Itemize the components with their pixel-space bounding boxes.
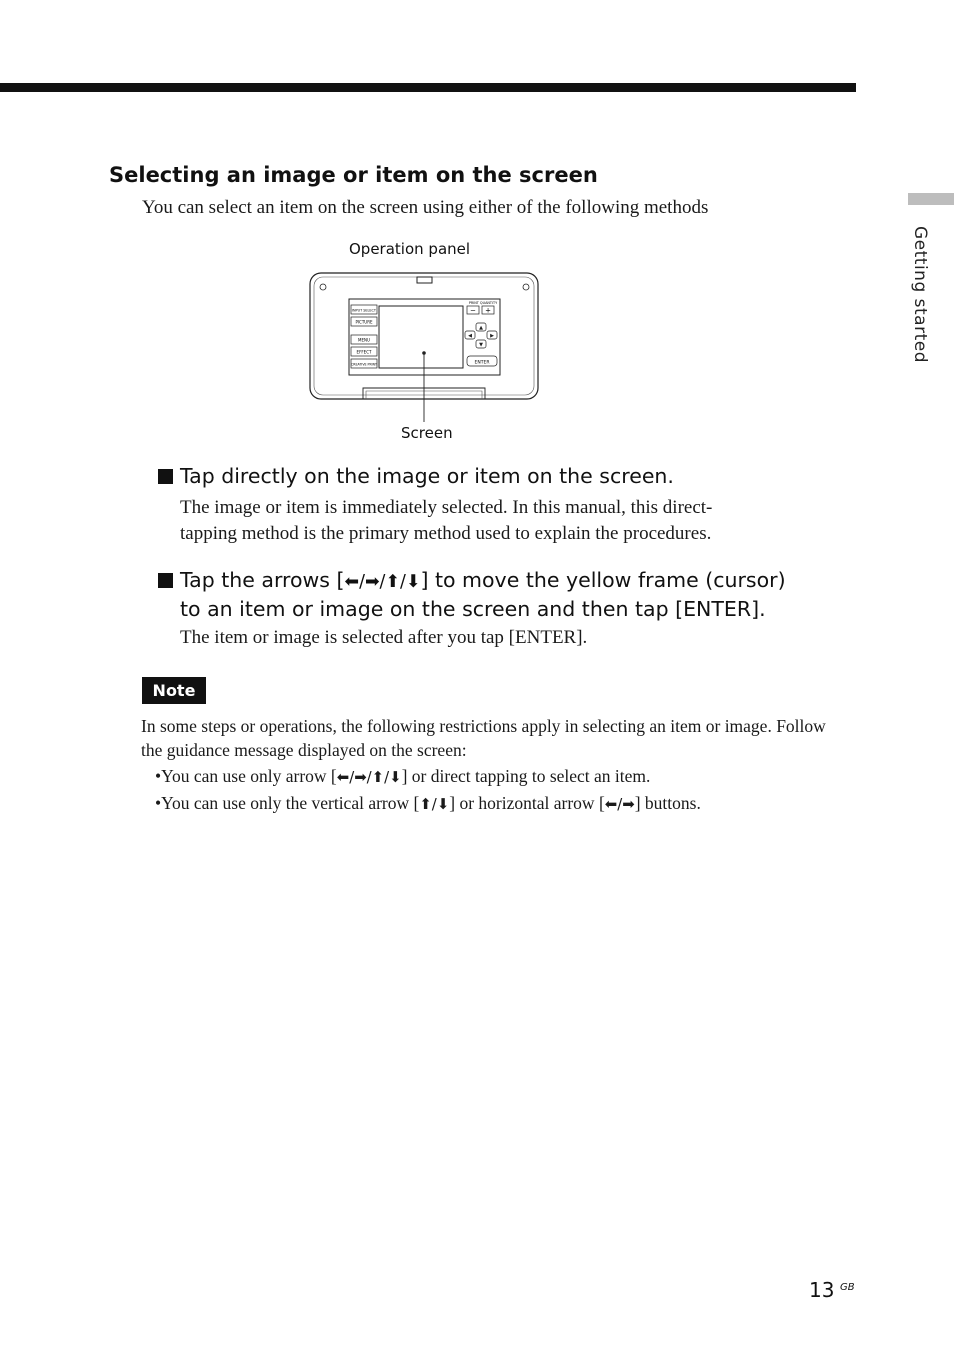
operation-panel-illustration [300,262,550,432]
note-badge: Note [142,677,206,704]
plus-button-label: + [485,306,491,315]
section-intro: You can select an item on the screen using either of the following methods [142,197,709,218]
dpad-up-icon: ▲ [479,325,483,331]
note-bullet-2 [155,793,701,814]
square-bullet-icon [158,469,173,484]
creative-print-button-label: CREATIVE PRINT [351,362,377,367]
method-1-body-line-2: tapping method is the primary method used to explain the procedures. [180,523,712,544]
dpad-down-icon: ▼ [479,342,483,348]
arrow-keys-icon: ⬅/➡/⬆/⬇ [336,768,402,786]
method-2-body: The item or image is selected after you tap [ENTER]. [180,627,588,648]
note-bullet-2-middle: ] or horizontal arrow [ [449,793,605,813]
note-bullet-2-suffix: ] buttons. [634,793,701,813]
horizontal-arrows-icon: ⬅/➡ [604,795,635,813]
method-1-heading-text: Tap directly on the image or item on the screen. [180,464,674,488]
note-bullet-1-prefix: •You can use only arrow [ [155,766,337,786]
note-text: In some steps or operations, the following restrictions apply in selecting an item or image. Follow the guidance message displayed on the screen: [141,716,826,760]
note-bullet-2-prefix: •You can use only the vertical arrow [ [155,793,420,813]
method-2-heading-prefix: Tap the arrows [ [180,568,345,592]
touch-screen [379,306,463,368]
vertical-arrows-icon: ⬆/⬇ [419,795,450,813]
input-select-button-label: INPUT SELECT [352,308,376,313]
figure-label-operation-panel: Operation panel [349,240,471,258]
enter-button-label: ENTER [474,360,490,366]
chapter-tab-marker [908,193,954,205]
dpad-right-icon: ▶ [490,333,494,339]
method-2-heading-line-2: to an item or image on the screen and then tap [ENTER]. [180,597,766,621]
chapter-side-label: Getting started [910,226,930,364]
square-bullet-icon [158,573,173,588]
note-bullet-1-suffix: ] or direct tapping to select an item. [401,766,651,786]
effect-button-label: EFFECT [356,349,372,355]
note-bullet-1 [155,766,650,787]
method-2-heading-suffix: ] to move the yellow frame (cursor) [420,568,786,592]
figure-label-screen: Screen [401,424,453,442]
minus-button-label: − [470,306,476,315]
method-1-heading [158,463,674,490]
page-language-suffix: GB [840,1282,855,1293]
dpad-left-icon: ◀ [468,333,472,339]
section-title: Selecting an image or item on the screen [109,163,598,187]
top-rule [0,83,856,92]
page-number: 13 [809,1278,835,1302]
arrow-keys-icon: ⬅/➡/⬆/⬇ [344,572,421,592]
menu-button-label: MENU [358,337,370,343]
picture-button-label: PICTURE [355,319,373,325]
method-1-body-line-1: The image or item is immediately selected. In this manual, this direct- [180,497,713,518]
method-2-heading [158,567,786,623]
print-quantity-label: PRINT QUANTITY [468,301,498,305]
